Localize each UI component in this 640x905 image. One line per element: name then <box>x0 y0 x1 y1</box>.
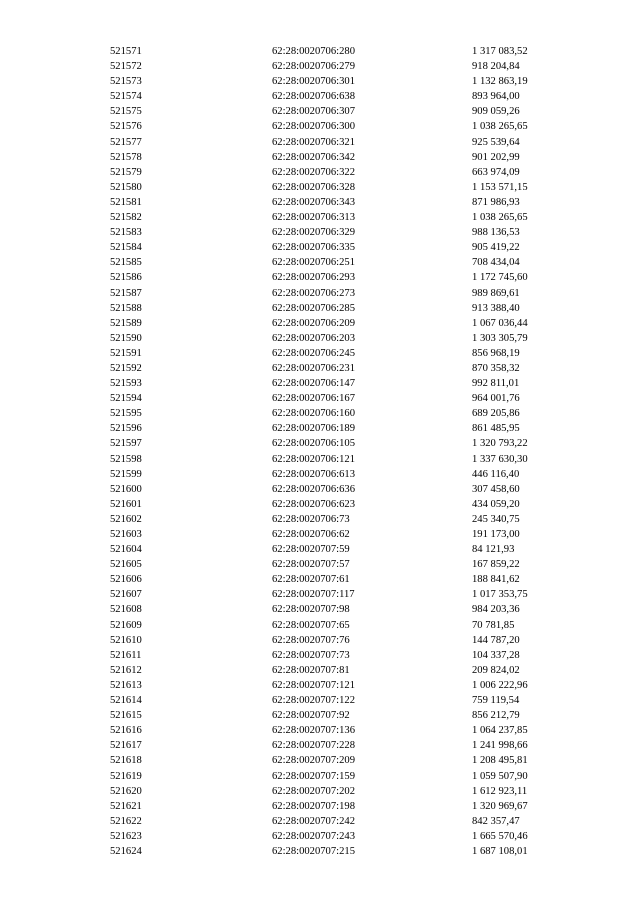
cadastral-number: 62:28:0020706:231 <box>272 362 355 374</box>
table-row <box>0 723 640 738</box>
cadastral-number: 62:28:0020706:335 <box>272 242 355 254</box>
table-row <box>0 331 640 346</box>
row-number: 521605 <box>110 559 142 571</box>
table-row <box>0 814 640 829</box>
cadastral-number: 62:28:0020706:203 <box>272 332 355 344</box>
row-number: 521572 <box>110 61 142 73</box>
cadastral-value: 1 208 495,81 <box>472 755 528 767</box>
table-row <box>0 784 640 799</box>
cadastral-number: 62:28:0020706:209 <box>272 317 355 329</box>
row-number: 521620 <box>110 785 142 797</box>
row-number: 521606 <box>110 574 142 586</box>
cadastral-number: 62:28:0020706:280 <box>272 46 355 57</box>
cadastral-value: 1 153 571,15 <box>472 181 528 193</box>
table-row <box>0 527 640 542</box>
cadastral-number: 62:28:0020706:638 <box>272 91 355 103</box>
row-number: 521619 <box>110 770 142 782</box>
cadastral-number: 62:28:0020706:251 <box>272 257 355 269</box>
cadastral-number: 62:28:0020707:242 <box>272 815 355 827</box>
cadastral-number: 62:28:0020706:105 <box>272 438 355 450</box>
row-number: 521586 <box>110 272 142 284</box>
row-number: 521608 <box>110 604 142 616</box>
cadastral-value: 1 017 353,75 <box>472 589 528 601</box>
cadastral-number: 62:28:0020706:121 <box>272 453 355 465</box>
cadastral-number: 62:28:0020707:65 <box>272 619 350 631</box>
cadastral-number: 62:28:0020706:147 <box>272 378 355 390</box>
cadastral-number: 62:28:0020706:301 <box>272 76 355 88</box>
row-number: 521574 <box>110 91 142 103</box>
cadastral-number: 62:28:0020707:73 <box>272 649 350 661</box>
row-number: 521623 <box>110 830 142 842</box>
table-row <box>0 210 640 225</box>
row-number: 521590 <box>110 332 142 344</box>
row-number: 521621 <box>110 800 142 812</box>
cadastral-value: 913 388,40 <box>472 302 520 314</box>
row-number: 521583 <box>110 227 142 239</box>
cadastral-value: 1 665 570,46 <box>472 830 528 842</box>
row-number: 521603 <box>110 529 142 540</box>
cadastral-value: 992 811,01 <box>472 378 520 390</box>
row-number: 521593 <box>110 378 142 390</box>
table-row <box>0 59 640 74</box>
cadastral-number: 62:28:0020706:245 <box>272 347 355 359</box>
cadastral-number: 62:28:0020706:285 <box>272 302 355 314</box>
cadastral-number: 62:28:0020706:343 <box>272 196 355 208</box>
cadastral-value: 663 974,09 <box>472 166 520 178</box>
table-row <box>0 648 640 663</box>
cadastral-number: 62:28:0020707:136 <box>272 725 355 737</box>
table-row <box>0 633 640 648</box>
row-number: 521599 <box>110 468 142 480</box>
cadastral-value: 1 687 108,01 <box>472 845 528 857</box>
cadastral-value: 446 116,40 <box>472 468 520 480</box>
row-number: 521614 <box>110 695 142 707</box>
cadastral-number: 62:28:0020707:159 <box>272 770 355 782</box>
cadastral-number: 62:28:0020706:307 <box>272 106 355 118</box>
table-row <box>0 165 640 180</box>
cadastral-value: 188 841,62 <box>472 574 520 586</box>
cadastral-number: 62:28:0020707:98 <box>272 604 350 616</box>
table-row <box>0 150 640 165</box>
row-number: 521576 <box>110 121 142 133</box>
cadastral-number: 62:28:0020707:198 <box>272 800 355 812</box>
row-number: 521591 <box>110 347 142 359</box>
row-number: 521611 <box>110 649 142 661</box>
cadastral-number: 62:28:0020707:76 <box>272 634 350 646</box>
row-number: 521577 <box>110 136 142 148</box>
cadastral-number: 62:28:0020707:92 <box>272 710 350 722</box>
cadastral-value: 842 357,47 <box>472 815 520 827</box>
row-number: 521594 <box>110 393 142 405</box>
table-row <box>0 482 640 497</box>
cadastral-value: 1 132 863,19 <box>472 76 528 88</box>
row-number: 521622 <box>110 815 142 827</box>
table-row <box>0 119 640 134</box>
table-row <box>0 678 640 693</box>
row-number: 521596 <box>110 423 142 435</box>
table-row <box>0 346 640 361</box>
row-number: 521618 <box>110 755 142 767</box>
cadastral-number: 62:28:0020707:59 <box>272 544 350 556</box>
cadastral-number: 62:28:0020706:167 <box>272 393 355 405</box>
row-number: 521580 <box>110 181 142 193</box>
cadastral-value: 1 059 507,90 <box>472 770 528 782</box>
table-row <box>0 135 640 150</box>
row-number: 521581 <box>110 196 142 208</box>
row-number: 521573 <box>110 76 142 88</box>
table-row <box>0 195 640 210</box>
cadastral-value: 988 136,53 <box>472 227 520 239</box>
cadastral-number: 62:28:0020706:636 <box>272 483 355 495</box>
cadastral-number: 62:28:0020706:623 <box>272 498 355 510</box>
table-row <box>0 738 640 753</box>
cadastral-value: 893 964,00 <box>472 91 520 103</box>
row-number: 521601 <box>110 498 142 510</box>
row-number: 521585 <box>110 257 142 269</box>
table-row <box>0 572 640 587</box>
cadastral-value: 689 205,86 <box>472 408 520 420</box>
table-row <box>0 512 640 527</box>
table-row <box>0 74 640 89</box>
row-number: 521575 <box>110 106 142 118</box>
cadastral-value: 964 001,76 <box>472 393 520 405</box>
cadastral-value: 1 006 222,96 <box>472 679 528 691</box>
table-row <box>0 542 640 557</box>
cadastral-number: 62:28:0020707:122 <box>272 695 355 707</box>
cadastral-number: 62:28:0020706:342 <box>272 151 355 163</box>
cadastral-number: 62:28:0020706:322 <box>272 166 355 178</box>
cadastral-number: 62:28:0020707:57 <box>272 559 350 571</box>
row-number: 521584 <box>110 242 142 254</box>
cadastral-number: 62:28:0020707:209 <box>272 755 355 767</box>
table-row <box>0 44 640 59</box>
table-row <box>0 663 640 678</box>
table-row <box>0 286 640 301</box>
cadastral-value: 905 419,22 <box>472 242 520 254</box>
cadastral-number: 62:28:0020707:61 <box>272 574 350 586</box>
cadastral-value: 856 968,19 <box>472 347 520 359</box>
table-row <box>0 361 640 376</box>
table-row <box>0 316 640 331</box>
table-row <box>0 255 640 270</box>
cadastral-value: 209 824,02 <box>472 664 520 676</box>
table-row <box>0 376 640 391</box>
table-row <box>0 452 640 467</box>
table-row <box>0 391 640 406</box>
cadastral-value: 167 859,22 <box>472 559 520 571</box>
row-number: 521617 <box>110 740 142 752</box>
row-number: 521598 <box>110 453 142 465</box>
row-number: 521602 <box>110 513 142 525</box>
cadastral-value: 1 320 793,22 <box>472 438 528 450</box>
cadastral-value: 1 320 969,67 <box>472 800 528 812</box>
cadastral-value: 909 059,26 <box>472 106 520 118</box>
row-number: 521592 <box>110 362 142 374</box>
cadastral-value: 307 458,60 <box>472 483 520 495</box>
row-number: 521607 <box>110 589 142 601</box>
cadastral-number: 62:28:0020707:215 <box>272 845 355 857</box>
cadastral-value: 1 172 745,60 <box>472 272 528 284</box>
cadastral-value: 1 241 998,66 <box>472 740 528 752</box>
row-number: 521579 <box>110 166 142 178</box>
cadastral-value: 870 358,32 <box>472 362 520 374</box>
cadastral-value: 861 485,95 <box>472 423 520 435</box>
cadastral-value: 925 539,64 <box>472 136 520 148</box>
cadastral-number: 62:28:0020706:189 <box>272 423 355 435</box>
cadastral-number: 62:28:0020706:313 <box>272 212 355 224</box>
table-row <box>0 467 640 482</box>
cadastral-number: 62:28:0020706:328 <box>272 181 355 193</box>
cadastral-value: 1 064 237,85 <box>472 725 528 737</box>
cadastral-value: 84 121,93 <box>472 544 515 556</box>
row-number: 521604 <box>110 544 142 556</box>
row-number: 521616 <box>110 725 142 737</box>
table-row <box>0 769 640 784</box>
table-row <box>0 602 640 617</box>
cadastral-value: 989 869,61 <box>472 287 520 299</box>
table-row <box>0 829 640 844</box>
table-row <box>0 587 640 602</box>
cadastral-number: 62:28:0020707:121 <box>272 679 355 691</box>
cadastral-number: 62:28:0020706:329 <box>272 227 355 239</box>
cadastral-number: 62:28:0020706:62 <box>272 529 350 540</box>
cadastral-value: 1 038 265,65 <box>472 121 528 133</box>
cadastral-number: 62:28:0020707:81 <box>272 664 350 676</box>
cadastral-number: 62:28:0020706:300 <box>272 121 355 133</box>
row-number: 521615 <box>110 710 142 722</box>
table-row <box>0 406 640 421</box>
row-number: 521595 <box>110 408 142 420</box>
row-number: 521587 <box>110 287 142 299</box>
row-number: 521578 <box>110 151 142 163</box>
table-row <box>0 270 640 285</box>
table-row <box>0 618 640 633</box>
table-row <box>0 301 640 316</box>
row-number: 521597 <box>110 438 142 450</box>
cadastral-value: 70 781,85 <box>472 619 515 631</box>
cadastral-number: 62:28:0020706:73 <box>272 513 350 525</box>
table-row <box>0 557 640 572</box>
cadastral-number: 62:28:0020706:160 <box>272 408 355 420</box>
cadastral-number: 62:28:0020706:321 <box>272 136 355 148</box>
table-row <box>0 693 640 708</box>
cadastral-value: 104 337,28 <box>472 649 520 661</box>
cadastral-value: 901 202,99 <box>472 151 520 163</box>
cadastral-value: 245 340,75 <box>472 513 520 525</box>
table-row <box>0 89 640 104</box>
cadastral-value: 1 038 265,65 <box>472 212 528 224</box>
cadastral-number: 62:28:0020707:202 <box>272 785 355 797</box>
row-number: 521624 <box>110 845 142 857</box>
cadastral-number: 62:28:0020706:279 <box>272 61 355 73</box>
row-number: 521571 <box>110 46 142 57</box>
row-number: 521613 <box>110 679 142 691</box>
table-row <box>0 708 640 723</box>
cadastral-number: 62:28:0020707:117 <box>272 589 355 601</box>
cadastral-value: 708 434,04 <box>472 257 520 269</box>
cadastral-value: 434 059,20 <box>472 498 520 510</box>
row-number: 521610 <box>110 634 142 646</box>
cadastral-value: 1 303 305,79 <box>472 332 528 344</box>
cadastral-number: 62:28:0020707:228 <box>272 740 355 752</box>
cadastral-value: 984 203,36 <box>472 604 520 616</box>
cadastral-number: 62:28:0020707:243 <box>272 830 355 842</box>
cadastral-value: 191 173,00 <box>472 529 520 540</box>
cadastral-value: 759 119,54 <box>472 695 520 707</box>
cadastral-value: 918 204,84 <box>472 61 520 73</box>
table-row <box>0 180 640 195</box>
row-number: 521609 <box>110 619 142 631</box>
cadastral-value: 1 612 923,11 <box>472 785 528 797</box>
cadastral-value: 871 986,93 <box>472 196 520 208</box>
row-number: 521582 <box>110 212 142 224</box>
cadastral-value: 144 787,20 <box>472 634 520 646</box>
cadastral-value: 1 317 083,52 <box>472 46 528 57</box>
cadastral-number: 62:28:0020706:613 <box>272 468 355 480</box>
table-row <box>0 799 640 814</box>
table-row <box>0 240 640 255</box>
row-number: 521588 <box>110 302 142 314</box>
cadastral-value: 1 067 036,44 <box>472 317 528 329</box>
table-row <box>0 421 640 436</box>
data-table <box>0 44 640 859</box>
row-number: 521600 <box>110 483 142 495</box>
cadastral-number: 62:28:0020706:293 <box>272 272 355 284</box>
table-row <box>0 436 640 451</box>
table-row <box>0 104 640 119</box>
row-number: 521589 <box>110 317 142 329</box>
row-number: 521612 <box>110 664 142 676</box>
cadastral-number: 62:28:0020706:273 <box>272 287 355 299</box>
table-row <box>0 225 640 240</box>
table-row <box>0 753 640 768</box>
table-row <box>0 844 640 859</box>
cadastral-value: 1 337 630,30 <box>472 453 528 465</box>
table-row <box>0 497 640 512</box>
cadastral-value: 856 212,79 <box>472 710 520 722</box>
